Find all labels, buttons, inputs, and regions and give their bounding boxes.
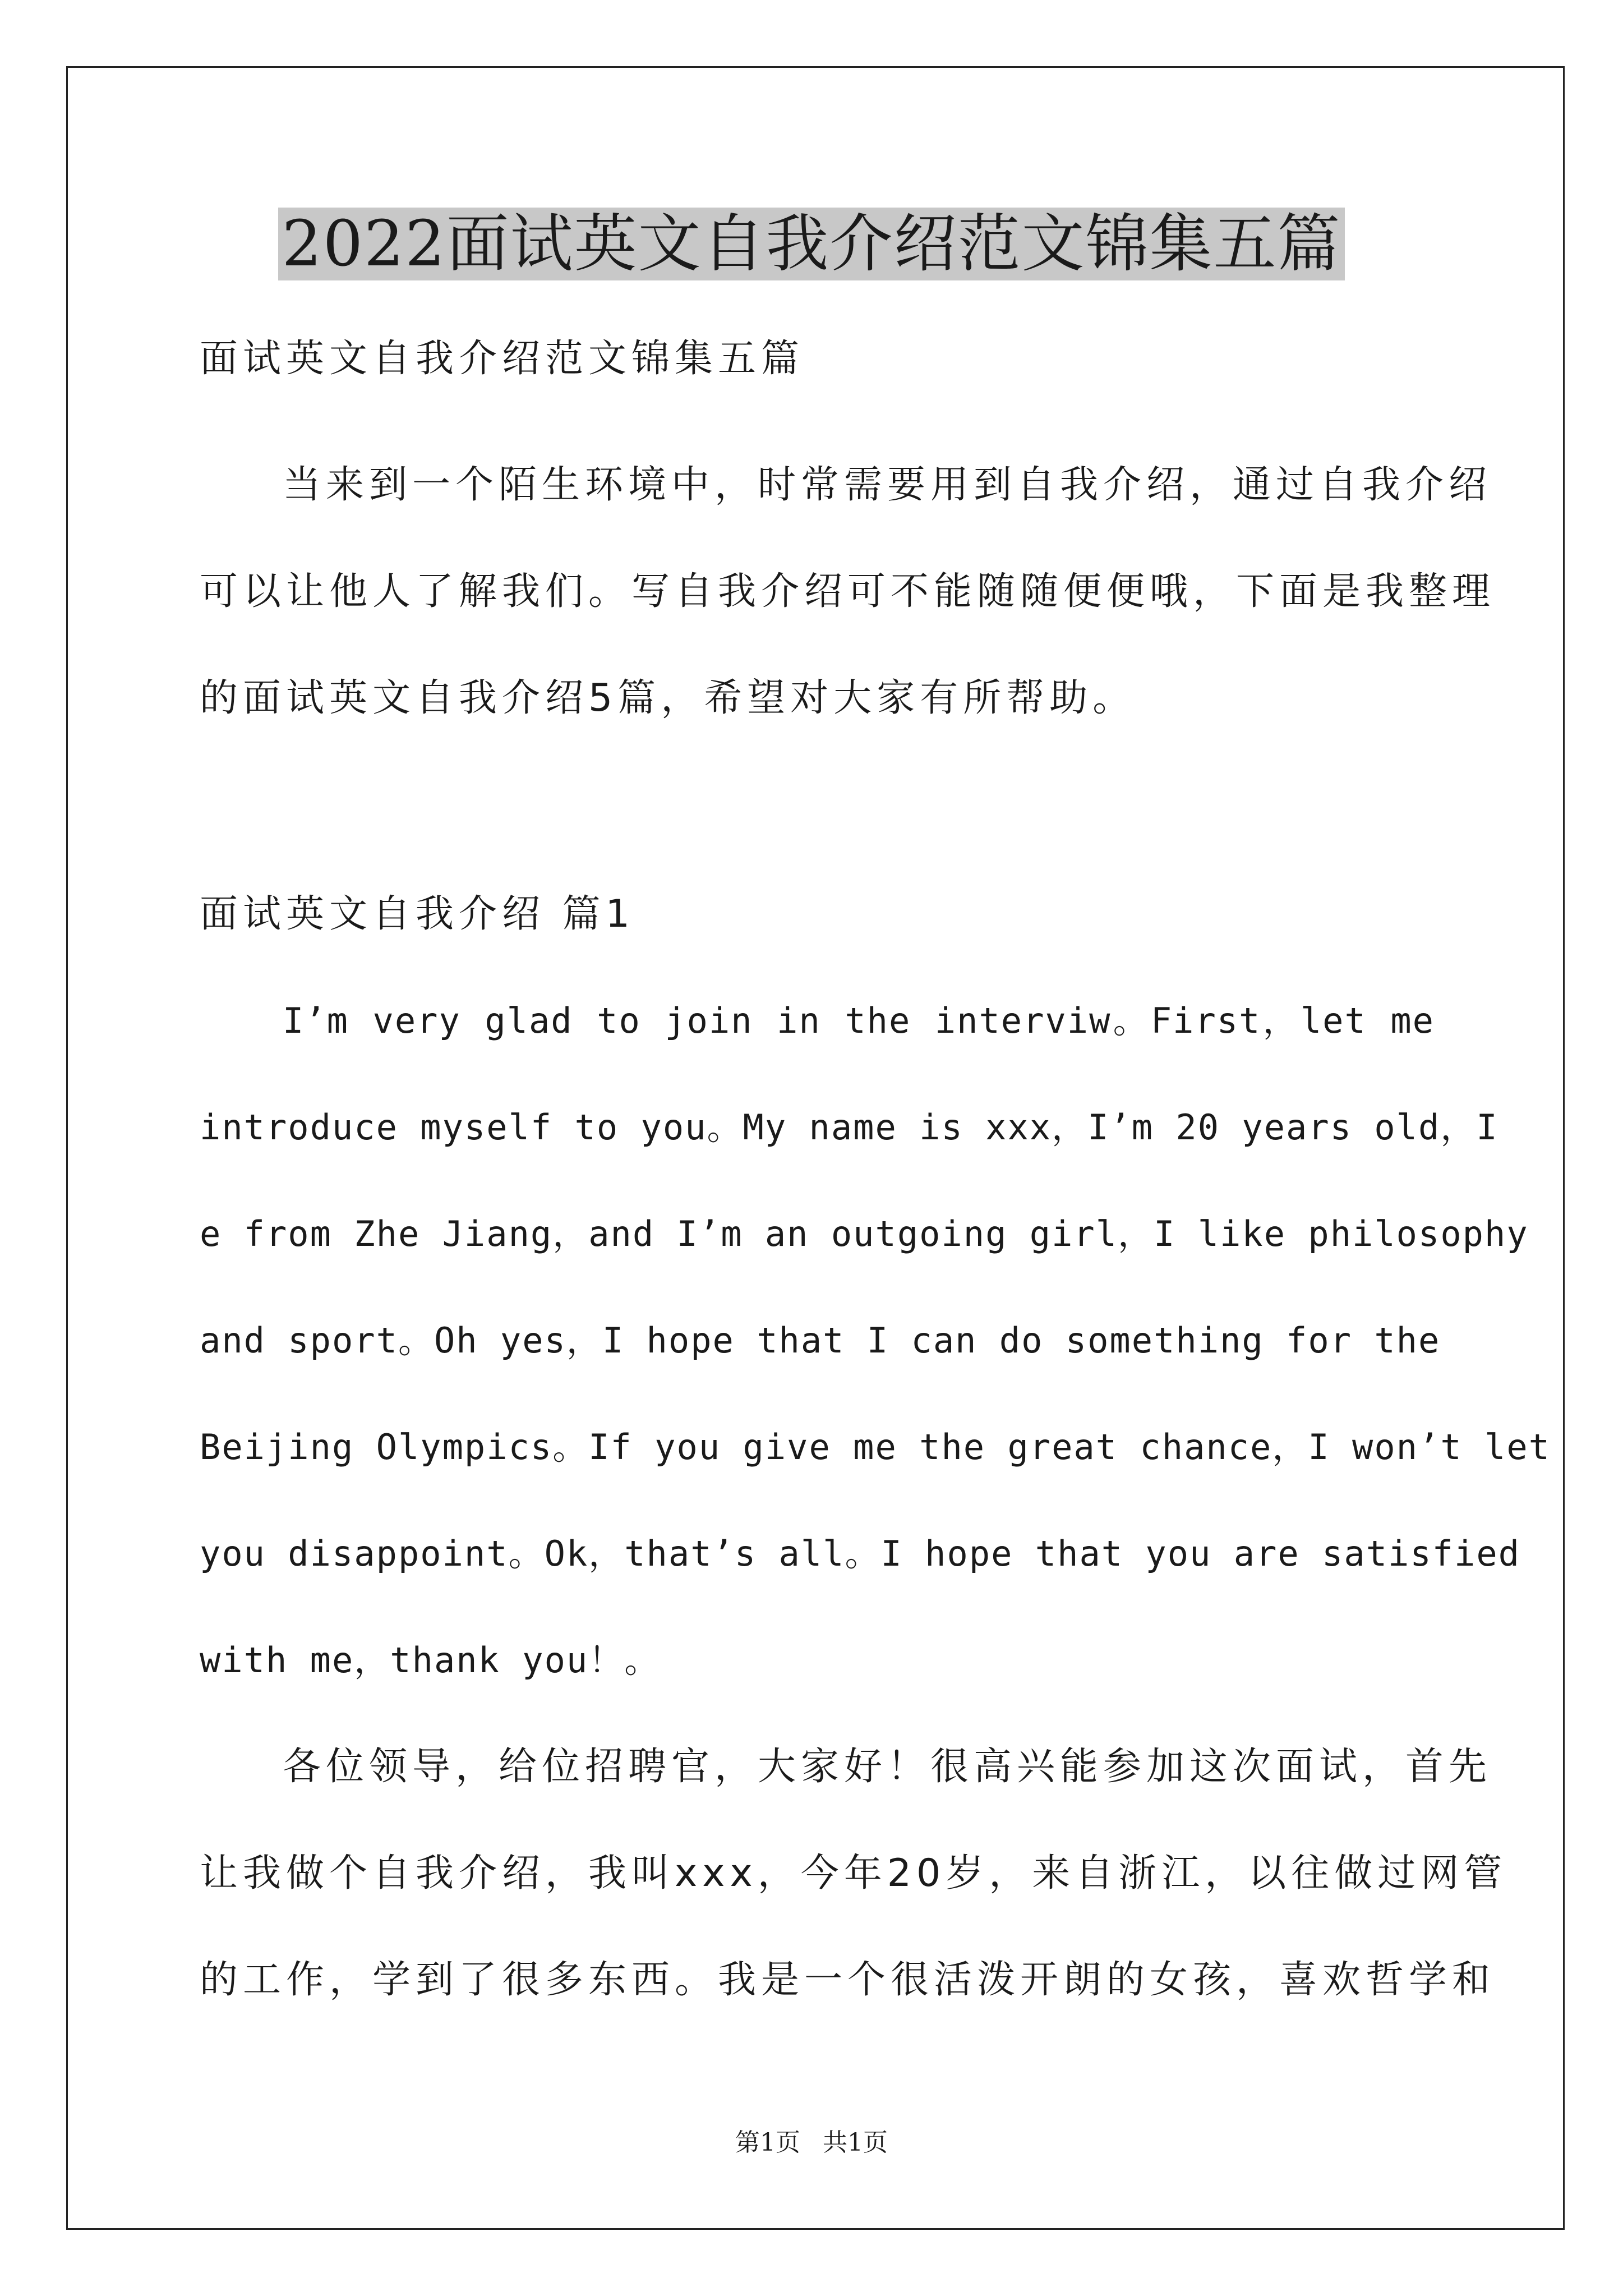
page-number: 第1页 bbox=[735, 2128, 800, 2157]
paragraph-line: 的工作，学到了很多东西。我是一个很活泼开朗的女孩，喜欢哲学和 bbox=[200, 1958, 1496, 2002]
paragraph-line: with me，thank you！。 bbox=[200, 1640, 661, 1681]
paragraph-line: you disappoint。Ok，that’s all。I hope that you are satisfied bbox=[200, 1533, 1520, 1574]
paragraph-line: 各位领导，给位招聘官，大家好！很高兴能参加这次面试，首先 bbox=[283, 1745, 1492, 1789]
paragraph-line: and sport。Oh yes，I hope that I can do something for the bbox=[200, 1320, 1441, 1361]
paragraph-line: e from Zhe Jiang，and I’m an outgoing girl，I like philosophy bbox=[200, 1213, 1529, 1254]
section-heading: 面试英文自我介绍 篇1 bbox=[200, 892, 635, 936]
paragraph-line: 可以让他人了解我们。写自我介绍可不能随随便便哦，下面是我整理 bbox=[200, 569, 1496, 614]
document-title bbox=[0, 202, 1623, 286]
paragraph-line: Beijing Olympics。If you give me the great chance，I won’t let bbox=[200, 1427, 1551, 1467]
page-total: 共1页 bbox=[823, 2128, 888, 2157]
document-title-text: 2022面试英文自我介绍范文锦集五篇 bbox=[278, 208, 1344, 280]
paragraph-line: introduce myself to you。My name is xxx，I’m 20 years old，I bbox=[200, 1107, 1498, 1148]
subtitle-line: 面试英文自我介绍范文锦集五篇 bbox=[200, 337, 805, 381]
paragraph-line: I’m very glad to join in the interviw。First，let me bbox=[283, 1000, 1435, 1041]
paragraph-line: 的面试英文自我介绍5篇，希望对大家有所帮助。 bbox=[200, 676, 1136, 720]
page-footer bbox=[0, 2126, 1623, 2160]
paragraph-line: 让我做个自我介绍，我叫xxx，今年20岁，来自浙江，以往做过网管 bbox=[200, 1851, 1507, 1895]
paragraph-line: 当来到一个陌生环境中，时常需要用到自我介绍，通过自我介绍 bbox=[283, 463, 1492, 507]
